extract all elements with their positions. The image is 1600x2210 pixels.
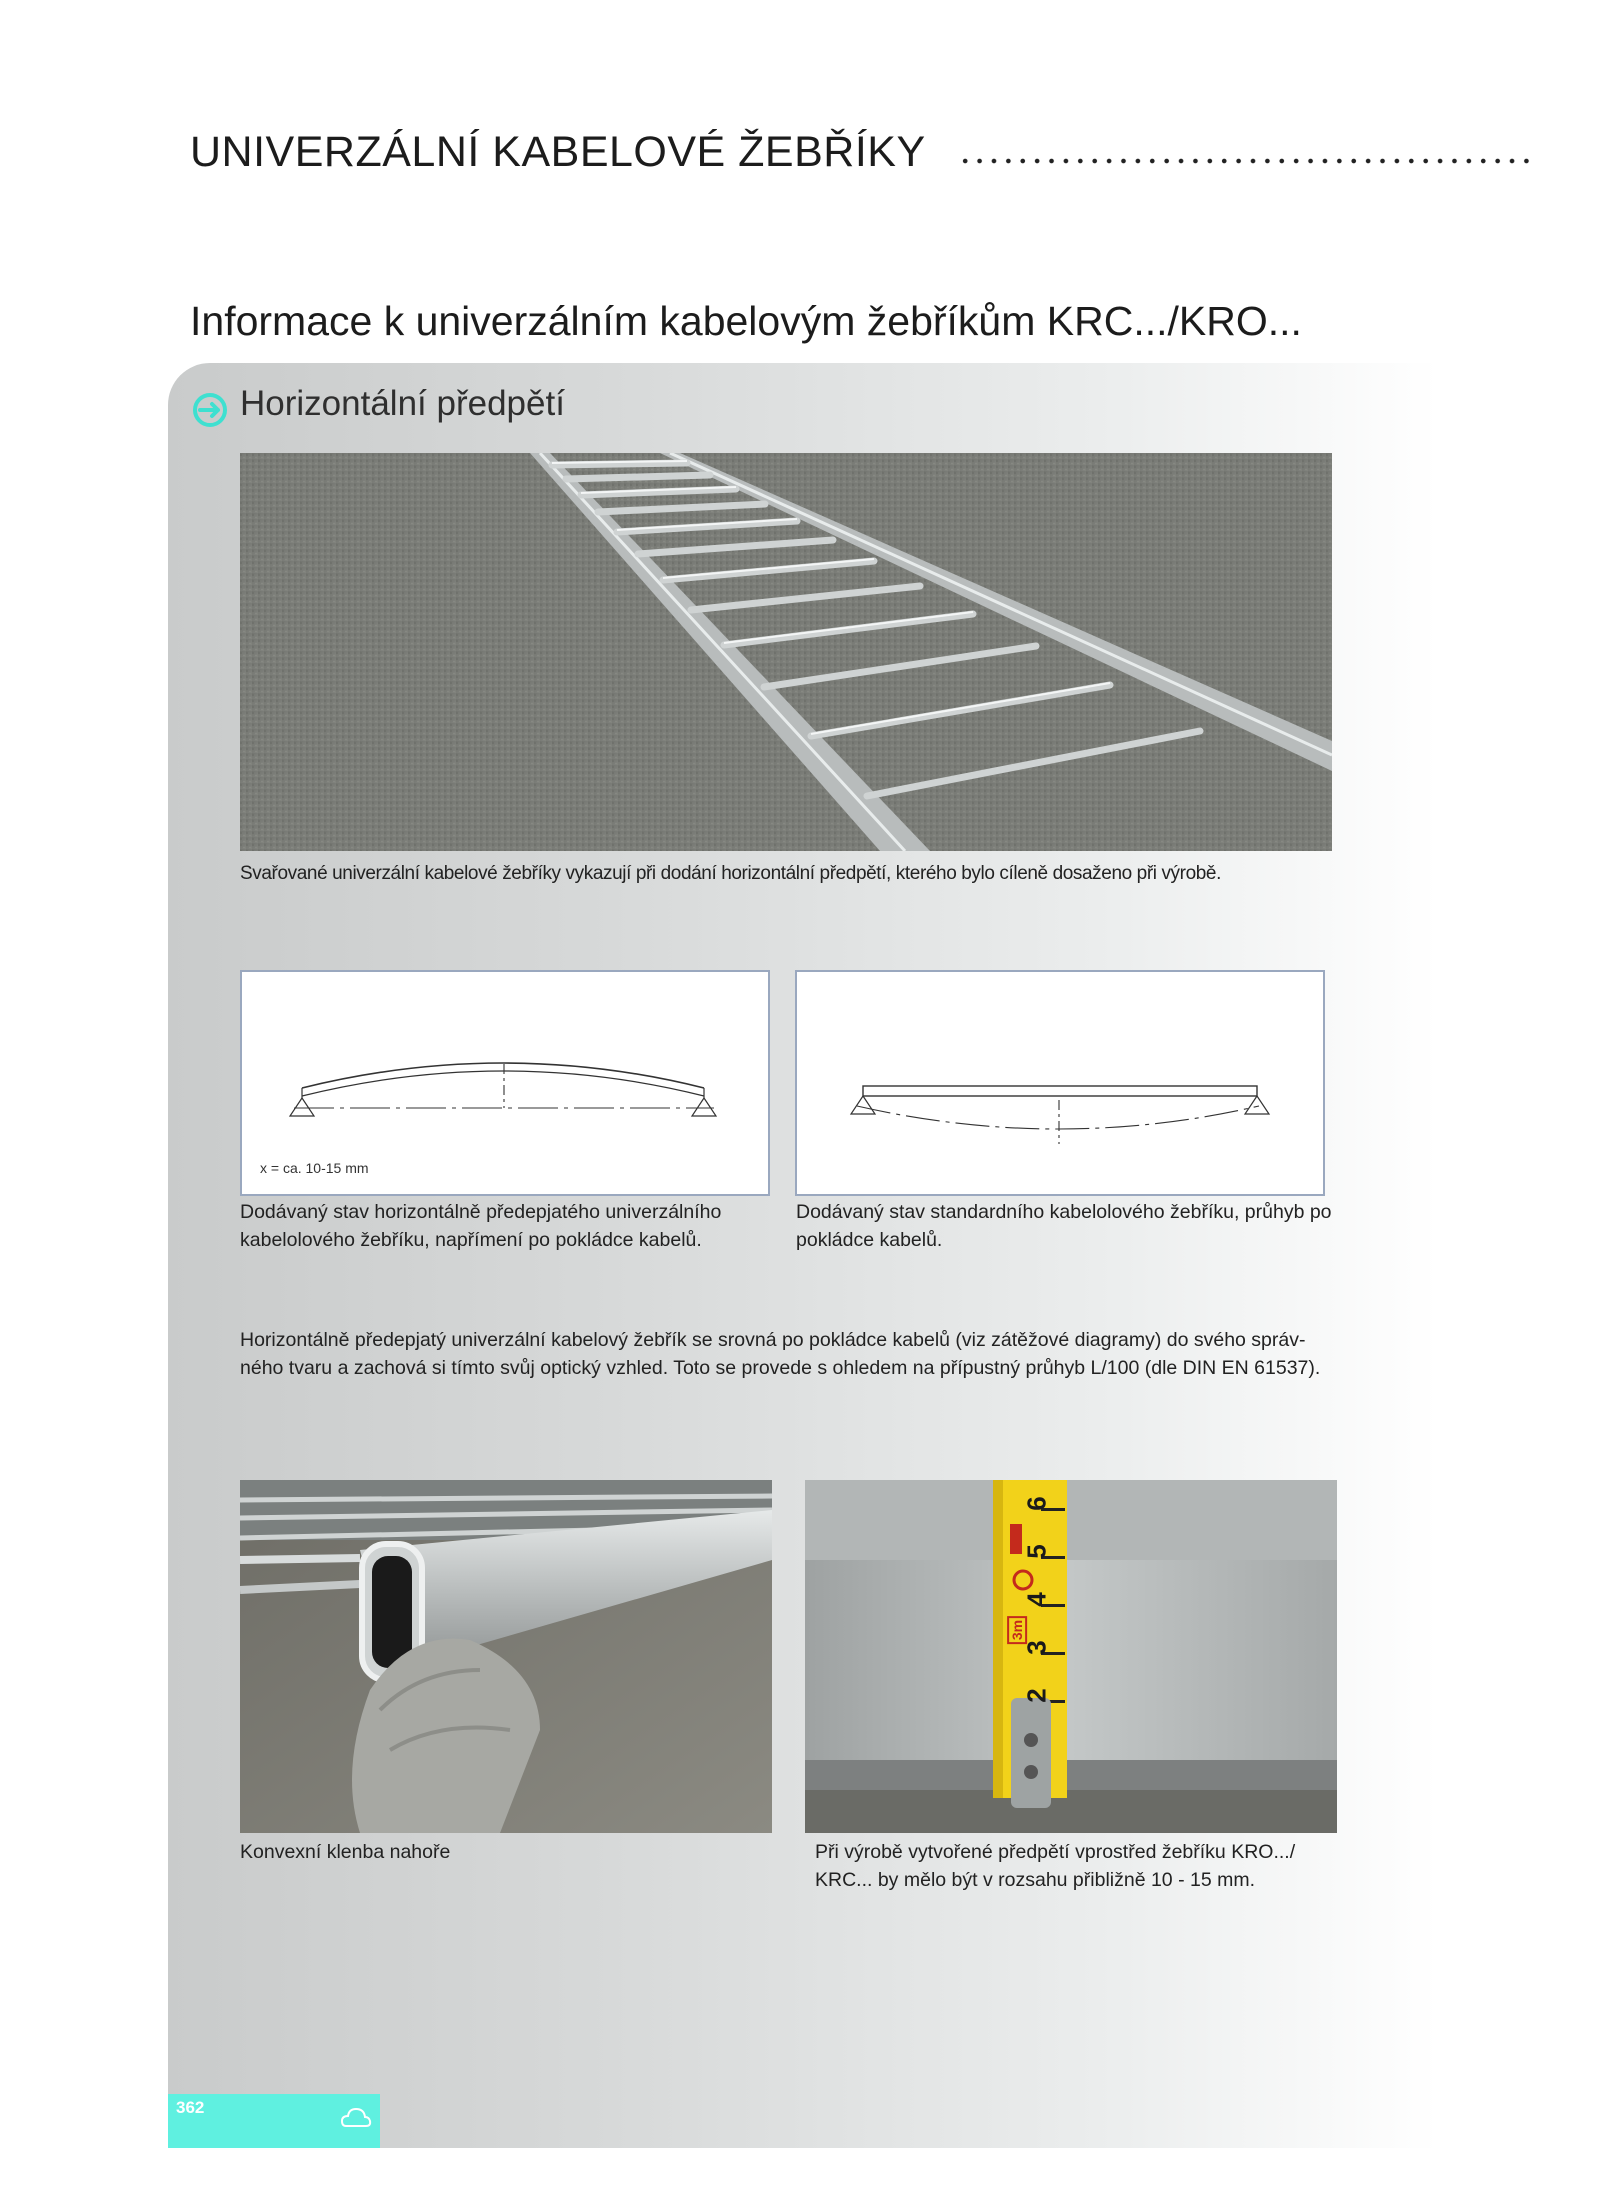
tape-mark-6: 6 [1021,1496,1052,1511]
profile-photo-drawing [240,1480,772,1833]
profile-photo [240,1480,772,1833]
measuring-photo-caption: Při výrobě vytvořené předpětí vprostřed žebříku KRO.../ KRC... by mělo být v rozsahu přibližně 10 - 15 mm. [815,1841,1296,1891]
section-title: Horizontální předpětí [240,384,565,423]
deflection-label: x = ca. 10-15 mm [260,1160,369,1176]
tape-mark-5: 5 [1021,1544,1052,1559]
standard-diagram-caption: Dodávaný stav standardního kabelolového žebříku, průhyb po pokládce kabelů. [796,1201,1332,1251]
prestressed-diagram [240,970,770,1196]
measuring-photo-drawing [805,1480,1337,1833]
ladder-photo [240,453,1332,851]
arrow-circle-icon [193,393,227,427]
measuring-photo [805,1480,1337,1833]
ladder-photo-drawing [240,453,1332,851]
page-header-title: UNIVERZÁLNÍ KABELOVÉ ŽEBŘÍKY [190,128,926,176]
standard-diagram [795,970,1325,1196]
tape-badge: 3m [1007,1616,1027,1644]
page-number: 362 [176,2098,205,2117]
body-paragraph: Horizontálně předepjatý univerzální kabelový žebřík se srovná po pokládce kabelů (viz zátěžové diagramy) do svého správ-ného tvaru a zachová si tímto svůj optický vzhled. Toto se provede s ohledem na přípustný průhyb L/100 (dle DIN EN 61537). [240,1329,1321,1379]
cloud-icon [340,2104,372,2130]
prestressed-diagram-caption: Dodávaný stav horizontálně předepjatého univerzálního kabelolového žebříku, napřímení po pokládce kabelů. [240,1201,722,1251]
standard-sag-drawing [797,972,1323,1194]
profile-photo-caption: Konvexní klenba nahoře [240,1841,451,1863]
tape-mark-2: 2 [1021,1688,1052,1703]
header-dot-leader [958,146,1532,176]
ladder-photo-caption: Svařované univerzální kabelové žebříky vykazují při dodání horizontální předpětí, kterého bylo cíleně dosaženo při výrobě. [240,863,1221,884]
page-subtitle: Informace k univerzálním kabelovým žebříkům KRC.../KRO... [190,298,1302,344]
tape-mark-3: 3 [1021,1640,1052,1655]
tape-mark-4: 4 [1021,1592,1052,1607]
